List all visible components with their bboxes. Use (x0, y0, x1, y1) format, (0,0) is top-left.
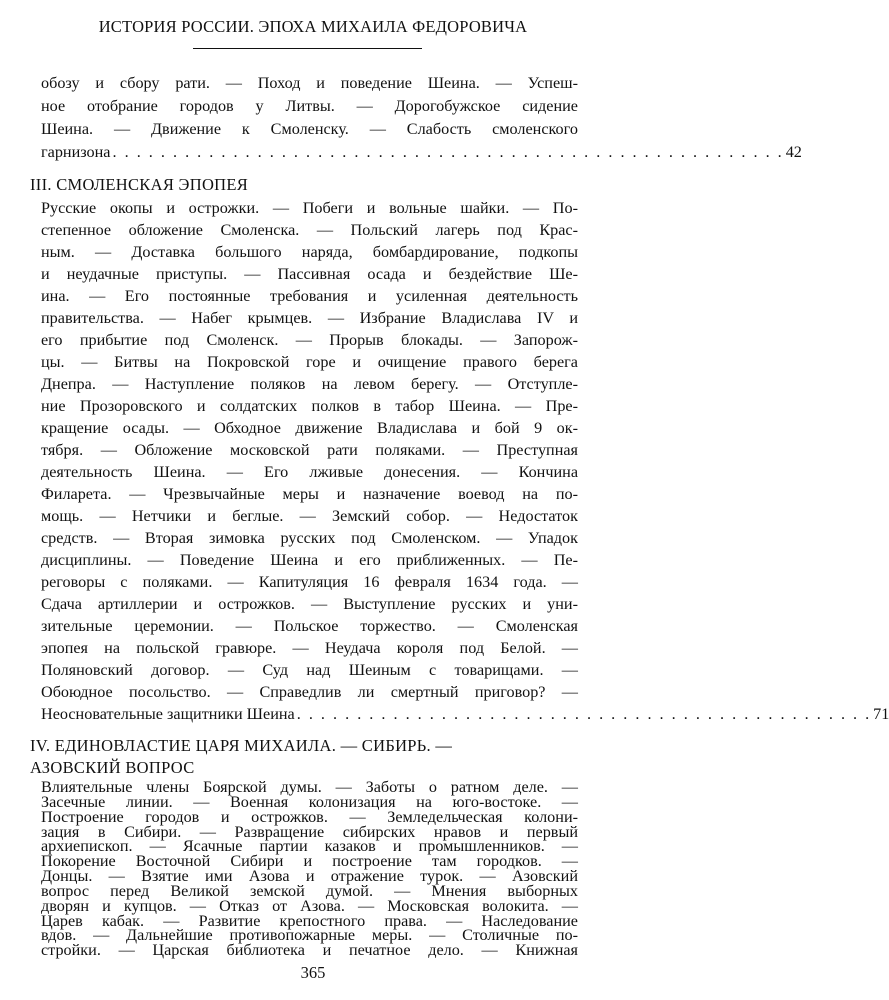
toc-line: эпопея на польской гравюре. — Неудача короля под Белой. — (41, 639, 578, 657)
toc-line: правительства. — Набег крымцев. — Избрание Владислава IV и (41, 309, 578, 327)
toc-line: зительные церемонии. — Польское торжество. — Смоленская (41, 617, 578, 635)
header-rule (193, 48, 422, 49)
toc-line: Обоюдное посольство. — Справедлив ли смертный приговор? — (41, 683, 578, 701)
chapter-heading-iii: III. СМОЛЕНСКАЯ ЭПОПЕЯ (30, 175, 249, 194)
chapter-heading-iv: IV. ЕДИНОВЛАСТИЕ ЦАРЯ МИХАИЛА. — СИБИРЬ. — (30, 736, 453, 755)
toc-line: его прибытие под Смоленск. — Прорыв блокады. — Запорож- (41, 331, 578, 349)
toc-line: ное отобрание городов у Литвы. — Дорогобужское сидение (41, 97, 578, 115)
leader-dots: . . . . . . . . . . . . . . . . . . . . . . . . . . . . . . . . . . . . . . . . . . . . . . . . (296, 705, 872, 723)
running-head: ИСТОРИЯ РОССИИ. ЭПОХА МИХАИЛА ФЕДОРОВИЧА (98, 17, 528, 36)
toc-line: ным. — Доставка большого наряда, бомбардирование, подкопы (41, 243, 578, 261)
toc-line: Засечные линии. — Военная колонизация на юго-востоке. — (41, 792, 578, 811)
chapter-heading-iv-cont: АЗОВСКИЙ ВОПРОС (30, 758, 195, 777)
toc-entry-final-line (41, 141, 802, 163)
toc-line: вопрос перед Великой земской думой. — Мнения выборных (41, 881, 578, 900)
toc-line: Донцы. — Взятие ими Азова и отражение турок. — Азовский (41, 867, 578, 885)
leader-dots: . . . . . . . . . . . . . . . . . . . . . . . . . . . . . . . . . . . . . . . . . . . . . . . . . . . . . . . . (112, 143, 784, 161)
toc-line: Сдача артиллерии и острожков. — Выступление русских и уни- (41, 595, 578, 613)
toc-line: тября. — Обложение московской рати поляками. — Преступная (41, 441, 578, 459)
toc-line: вдов. — Дальнейшие противопожарные меры. — Столичные по- (41, 926, 578, 945)
page-number: 365 (300, 963, 326, 982)
toc-line: реговоры с поляками. — Капитуляция 16 февраля 1634 года. — (41, 573, 578, 591)
toc-page-number: 42 (785, 143, 802, 161)
toc-line: Построение городов и острожков. — Земледельческая колони- (41, 807, 578, 826)
toc-line: цы. — Битвы на Покровской горе и очищение правого берега (41, 353, 578, 371)
toc-line: дисциплины. — Поведение Шеина и его приближенных. — Пе- (41, 551, 578, 569)
toc-line: Царев кабак. — Развитие крепостного права. — Наследование (41, 911, 578, 930)
toc-line: степенное обложение Смоленска. — Польский лагерь под Крас- (41, 221, 578, 239)
toc-line: Русские окопы и острожки. — Побеги и вольные шайки. — По- (41, 199, 578, 217)
toc-line: ина. — Его постоянные требования и усиленная деятельность (41, 287, 578, 305)
toc-line: ние Прозоровского и солдатских полков в табор Шеина. — Пре- (41, 397, 578, 415)
toc-line: Влиятельные члены Боярской думы. — Заботы о ратном деле. — (41, 778, 578, 796)
toc-line: Днепра. — Наступление поляков на левом берегу. — Отступле- (41, 375, 578, 393)
toc-line: обозу и сбору рати. — Поход и поведение Шеина. — Успеш- (41, 74, 578, 92)
toc-line: кращение осады. — Обходное движение Владислава и бой 9 ок- (41, 419, 578, 437)
toc-line: деятельность Шеина. — Его лживые донесения. — Кончина (41, 463, 578, 481)
toc-last-text: Неосновательные защитники Шеина (41, 705, 295, 723)
toc-entry-final-line (41, 703, 889, 725)
toc-line: архиепископ. — Ясачные партии казаков и промышленников. — (41, 837, 578, 856)
toc-page-number: 71 (873, 705, 889, 723)
toc-line: Филарета. — Чрезвычайные меры и назначение воевод на по- (41, 485, 578, 503)
toc-line: дворян и купцов. — Отказ от Азова. — Московская волокита. — (41, 896, 578, 915)
toc-line: и неудачные приступы. — Пассивная осада и бездействие Ше- (41, 265, 578, 283)
toc-last-text: гарнизона (41, 143, 111, 161)
toc-line: Шеина. — Движение к Смоленску. — Слабость смоленского (41, 120, 578, 138)
toc-line: стройки. — Царская библиотека и печатное дело. — Книжная (41, 941, 578, 960)
toc-line: зация в Сибири. — Развращение сибирских нравов и первый (41, 822, 578, 841)
toc-line: Покорение Восточной Сибири и построение там городков. — (41, 852, 578, 871)
toc-line: мощь. — Нетчики и беглые. — Земский собор. — Недостаток (41, 507, 578, 525)
toc-line: средств. — Вторая зимовка русских под Смоленском. — Упадок (41, 529, 578, 547)
toc-line: Поляновский договор. — Суд над Шеиным с товарищами. — (41, 661, 578, 679)
